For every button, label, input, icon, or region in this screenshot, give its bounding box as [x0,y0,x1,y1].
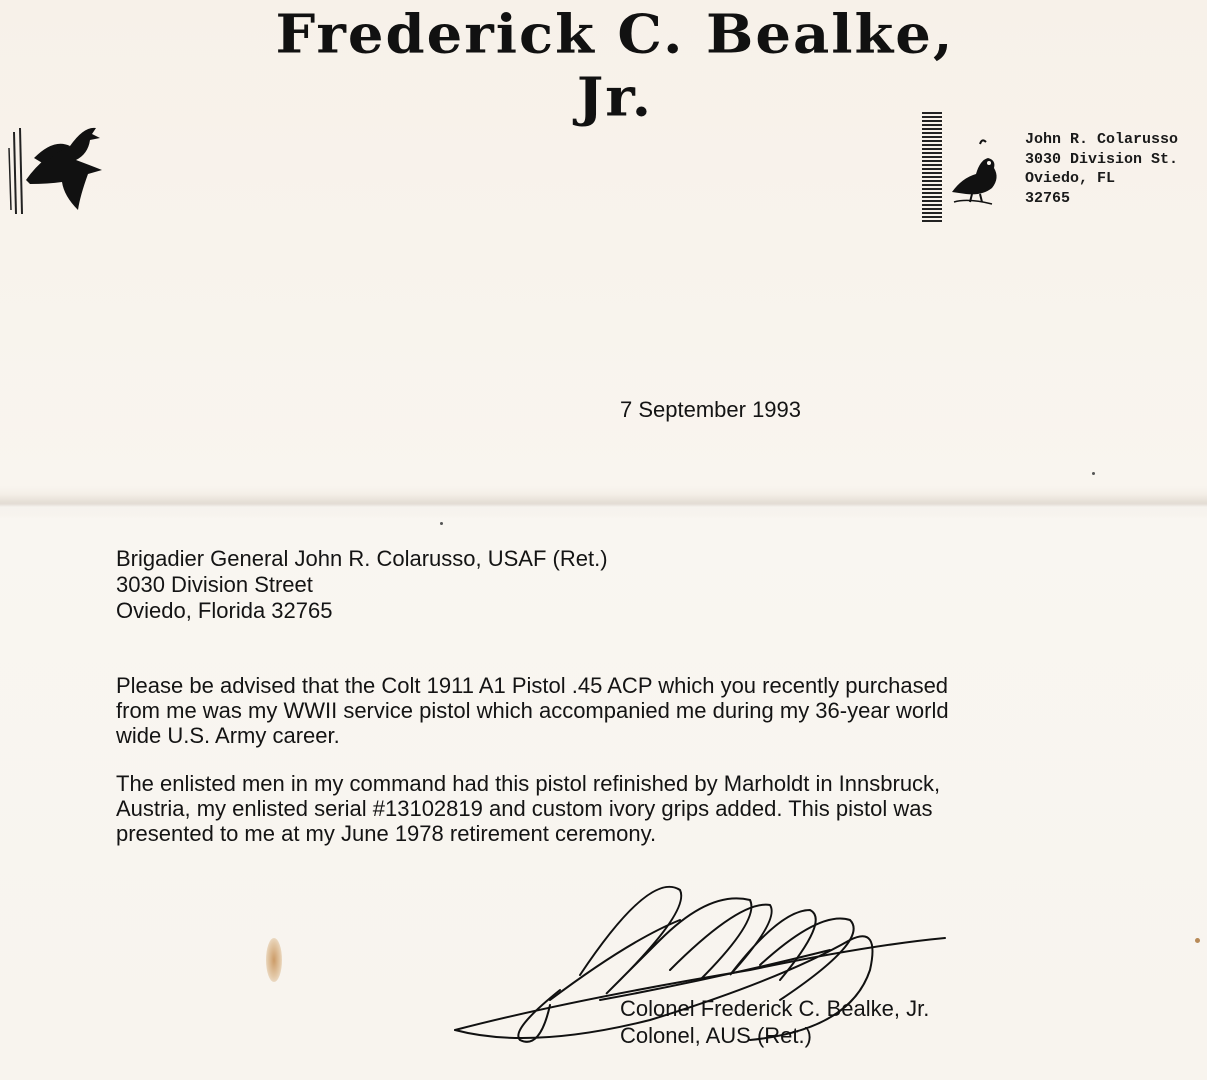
letter-date: 7 September 1993 [620,397,802,422]
paper-speck [440,522,443,525]
paper-fold-crease [0,494,1207,516]
recipient-street: 3030 Division Street [116,572,313,597]
body-line: wide U.S. Army career. [116,723,340,748]
recipient-city: Oviedo, Florida 32765 [116,598,333,623]
paper-stain [266,938,282,982]
signer-title: Colonel, AUS (Ret.) [620,1023,812,1048]
body-line: Austria, my enlisted serial #13102819 and custom ivory grips added. This pistol was [116,796,933,821]
paper-speck [1092,472,1095,475]
body-line: Please be advised that the Colt 1911 A1 Pistol .45 ACP which you recently purchased [116,673,949,698]
handwritten-signature [450,880,960,1060]
quail-icon [948,138,1010,208]
recipient-name: Brigadier General John R. Colarusso, USAF (Ret.) [116,546,608,571]
flying-duck-icon [4,118,108,218]
body-paragraph-2 [116,771,1126,846]
letterhead-title: Frederick C. Bealke, Jr. [275,3,955,129]
body-line: from me was my WWII service pistol which accompanied me during my 36-year world [116,698,949,723]
return-address-name: John R. Colarusso [1025,131,1179,148]
return-address [1025,130,1178,208]
body-line: The enlisted men in my command had this pistol refinished by Marholdt in Innsbruck, [116,771,941,796]
paper-speck [1195,938,1200,943]
signer-name: Colonel Frederick C. Bealke, Jr. [620,996,930,1021]
body-line: presented to me at my June 1978 retirement ceremony. [116,821,657,846]
body-paragraph-1 [116,673,1126,748]
return-address-street: 3030 Division St. [1025,150,1179,168]
recipient-address [116,546,608,624]
return-address-zip: 32765 [1025,189,1071,207]
barcode-icon [922,112,942,222]
return-address-city: Oviedo, FL [1025,170,1116,187]
